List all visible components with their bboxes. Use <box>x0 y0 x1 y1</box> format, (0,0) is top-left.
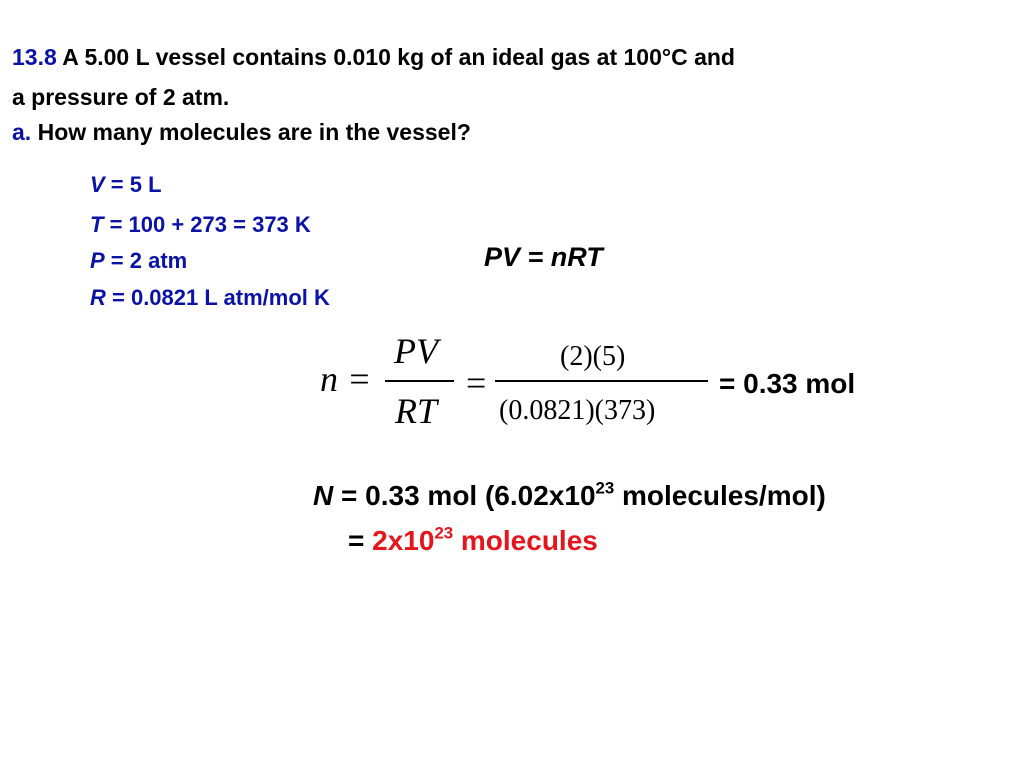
given-gas-constant <box>90 285 330 311</box>
fraction2-numerator: (2)(5) <box>560 341 626 372</box>
fraction2-bar <box>495 380 708 382</box>
given-symbol: T <box>90 212 104 237</box>
problem-statement-line2: a pressure of 2 atm. <box>12 84 230 110</box>
fraction1-denominator: RT <box>395 391 438 431</box>
molecules-answer-line <box>348 525 598 557</box>
given-volume <box>90 172 162 198</box>
given-symbol: P <box>90 248 105 273</box>
given-value: = 2 atm <box>104 248 188 273</box>
equation-equals: = <box>466 363 487 403</box>
given-symbol: R <box>90 285 106 310</box>
avogadro-exponent: 23 <box>595 478 615 498</box>
given-value: = 5 L <box>104 172 162 197</box>
molecules-expression: = 0.33 mol (6.02x10 <box>333 480 596 511</box>
given-temperature <box>90 212 311 238</box>
final-answer <box>372 525 598 556</box>
molecules-unit: molecules/mol) <box>614 480 826 511</box>
given-value: = 0.0821 L atm/mol K <box>105 285 330 310</box>
part-question-line <box>12 119 471 146</box>
fraction1-bar <box>385 380 454 382</box>
fraction1-numerator: PV <box>394 331 438 371</box>
molecules-symbol: N <box>313 480 334 511</box>
answer-exponent: 23 <box>434 523 454 543</box>
problem-number: 13.8 <box>12 44 57 70</box>
answer-unit: molecules <box>453 525 598 556</box>
part-label: a. <box>12 119 32 145</box>
fraction2-denominator: (0.0821)(373) <box>499 395 656 426</box>
equation-lhs: n = <box>320 359 372 399</box>
molecules-calculation <box>313 480 826 512</box>
given-symbol: V <box>90 172 105 197</box>
given-value: = 100 + 273 = 373 K <box>103 212 311 237</box>
answer-equals: = <box>348 525 373 556</box>
problem-statement-text: A 5.00 L vessel contains 0.010 kg of an ideal gas at 100°C and <box>56 44 735 70</box>
answer-base: 2x10 <box>372 525 435 556</box>
problem-statement-line1 <box>12 44 735 71</box>
given-pressure <box>90 248 187 274</box>
ideal-gas-law: PV = nRT <box>484 242 603 272</box>
moles-result: = 0.33 mol <box>719 368 856 399</box>
part-question: How many molecules are in the vessel? <box>31 119 471 145</box>
